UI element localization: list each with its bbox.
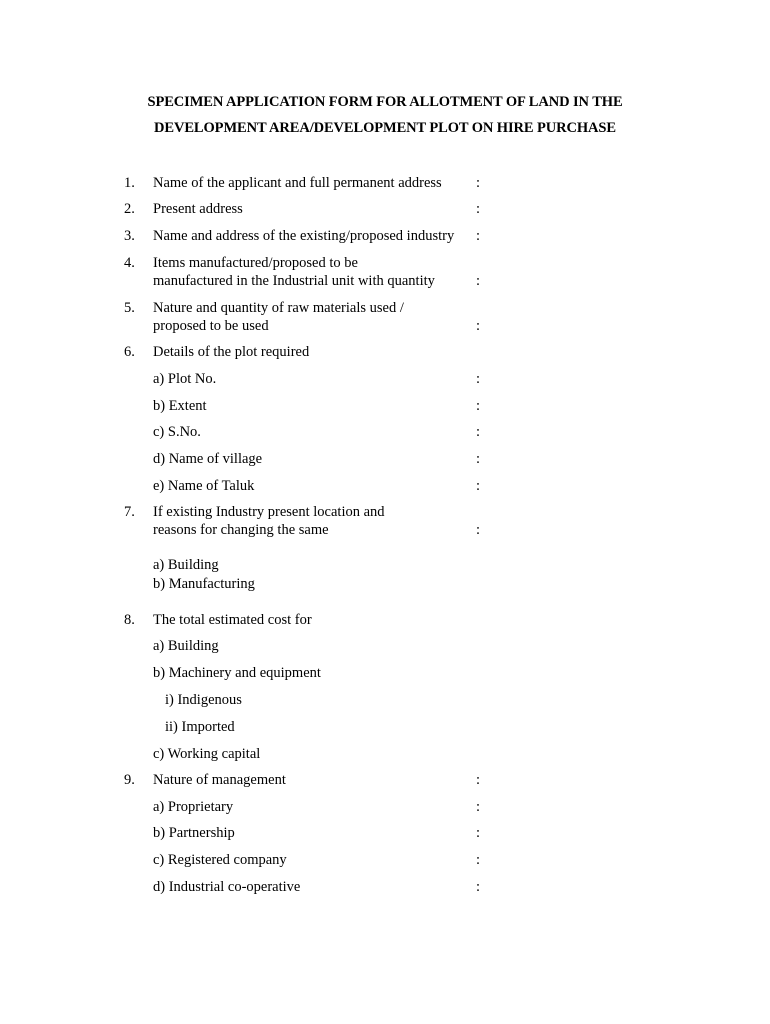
- colon: :: [476, 273, 481, 289]
- sub-item-plot-no: a) Plot No.: [153, 371, 217, 387]
- item-existing-location-label: If existing Industry present location and: [153, 504, 385, 520]
- sub-item-taluk: e) Name of Taluk: [153, 478, 255, 494]
- colon: :: [476, 175, 481, 191]
- sub-item-proprietary: a) Proprietary: [153, 799, 234, 815]
- colon: :: [476, 371, 481, 387]
- item-number: 4.: [124, 255, 135, 271]
- sub-item-working-capital: c) Working capital: [153, 746, 261, 762]
- sub-item-building: a) Building: [153, 557, 219, 573]
- colon: :: [476, 201, 481, 217]
- colon: :: [476, 228, 481, 244]
- sub-item-village: d) Name of village: [153, 451, 263, 467]
- colon: :: [476, 478, 481, 494]
- colon: :: [476, 451, 481, 467]
- colon: :: [476, 799, 481, 815]
- item-number: 7.: [124, 504, 135, 520]
- sub-item-extent: b) Extent: [153, 398, 207, 414]
- item-number: 1.: [124, 175, 135, 191]
- sub-item-industrial-cooperative: d) Industrial co-operative: [153, 879, 301, 895]
- sub-item-manufacturing: b) Manufacturing: [153, 576, 255, 592]
- sub-item-imported: ii) Imported: [165, 719, 235, 735]
- sub-item-sno: c) S.No.: [153, 424, 201, 440]
- item-number: 2.: [124, 201, 135, 217]
- item-applicant-name-label: Name of the applicant and full permanent address: [153, 175, 442, 191]
- item-number: 6.: [124, 344, 135, 360]
- form-title-line-2: DEVELOPMENT AREA/DEVELOPMENT PLOT ON HIRE PURCHASE: [154, 120, 616, 136]
- item-items-manufactured-label: Items manufactured/proposed to be: [153, 255, 358, 271]
- item-management-label: Nature of management: [153, 772, 286, 788]
- item-existing-location-label-cont: reasons for changing the same: [153, 522, 329, 538]
- item-number: 9.: [124, 772, 135, 788]
- item-plot-details-label: Details of the plot required: [153, 344, 310, 360]
- item-present-address-label: Present address: [153, 201, 243, 217]
- colon: :: [476, 879, 481, 895]
- form-title-line-1: SPECIMEN APPLICATION FORM FOR ALLOTMENT OF LAND IN THE: [147, 94, 623, 110]
- colon: :: [476, 398, 481, 414]
- colon: :: [476, 424, 481, 440]
- item-industry-label: Name and address of the existing/proposed industry: [153, 228, 455, 244]
- colon: :: [476, 852, 481, 868]
- item-number: 5.: [124, 300, 135, 316]
- colon: :: [476, 522, 481, 538]
- sub-item-partnership: b) Partnership: [153, 825, 235, 841]
- item-raw-materials-label-cont: proposed to be used: [153, 318, 269, 334]
- item-estimated-cost-label: The total estimated cost for: [153, 612, 312, 628]
- item-number: 8.: [124, 612, 135, 628]
- colon: :: [476, 318, 481, 334]
- item-number: 3.: [124, 228, 135, 244]
- sub-item-registered-company: c) Registered company: [153, 852, 287, 868]
- colon: :: [476, 772, 481, 788]
- sub-item-machinery: b) Machinery and equipment: [153, 665, 321, 681]
- item-items-manufactured-label-cont: manufactured in the Industrial unit with quantity: [153, 273, 435, 289]
- sub-item-indigenous: i) Indigenous: [165, 692, 242, 708]
- item-raw-materials-label: Nature and quantity of raw materials used /: [153, 300, 404, 316]
- sub-item-cost-building: a) Building: [153, 638, 219, 654]
- colon: :: [476, 825, 481, 841]
